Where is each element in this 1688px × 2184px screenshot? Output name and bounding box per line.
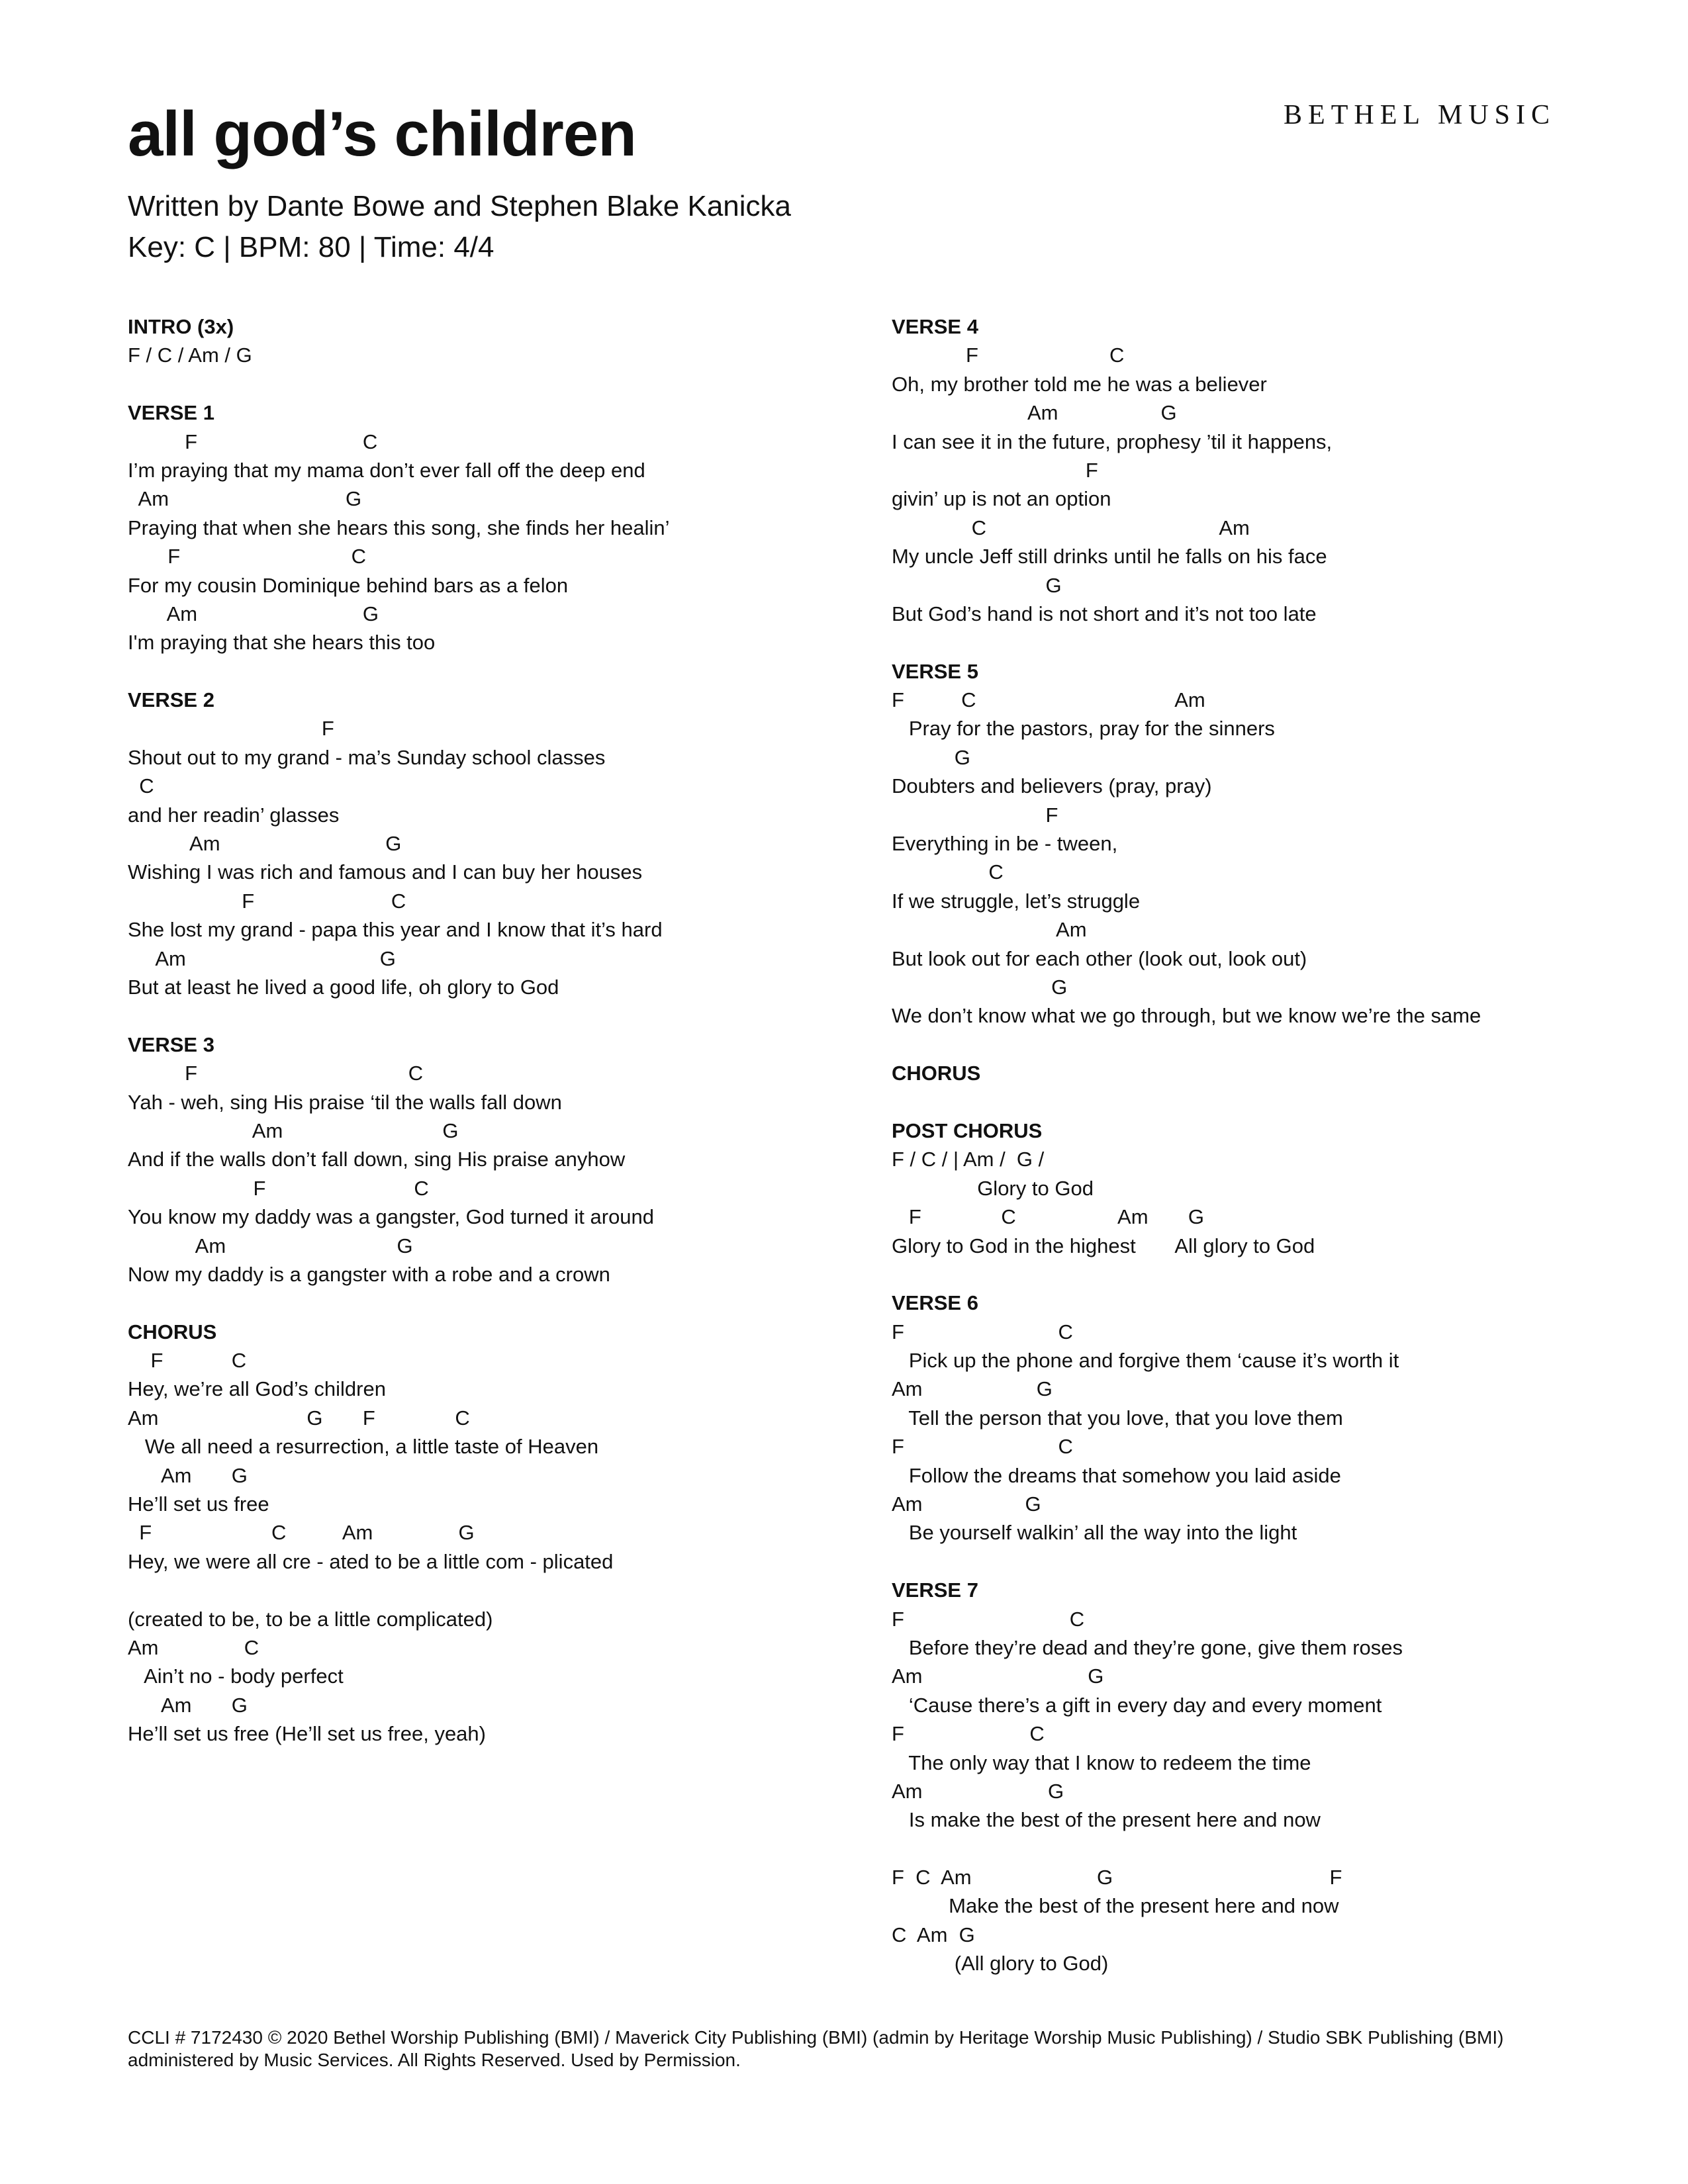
sheet-line: We don’t know what we go through, but we know we’re the same — [892, 1004, 1481, 1028]
sheet-line: C — [128, 774, 154, 798]
blank-line — [892, 1835, 1640, 1863]
sheet-line: Follow the dreams that somehow you laid aside — [892, 1463, 1341, 1487]
blank-line — [128, 657, 829, 686]
sheet-line: Am G — [892, 1664, 1104, 1688]
sheet-line: Am G — [892, 1779, 1064, 1803]
blank-line — [892, 1030, 1640, 1059]
sheet-line: Am G — [128, 1463, 248, 1487]
sheet-line: I’m praying that my mama don’t ever fall off the deep end — [128, 458, 645, 482]
right-lyrics-column — [892, 312, 1640, 1978]
sheet-line: If we struggle, let’s struggle — [892, 889, 1141, 913]
sheet-line: I can see it in the future, prophesy ’til it happens, — [892, 430, 1333, 453]
song-title: all god’s children — [128, 99, 636, 169]
section-heading: VERSE 2 — [128, 688, 214, 712]
sheet-line: Am C — [128, 1635, 259, 1659]
sheet-line: Am G — [892, 401, 1177, 425]
sheet-line: You know my daddy was a gangster, God turned it around — [128, 1205, 655, 1229]
sheet-line: Am G — [128, 487, 362, 511]
sheet-line: F C — [892, 343, 1125, 367]
section-heading: VERSE 4 — [892, 315, 978, 338]
sheet-line: She lost my grand - papa this year and I know that it’s hard — [128, 918, 663, 942]
sheet-line: F / C / | Am / G / — [892, 1148, 1045, 1171]
left-lyrics-column — [128, 312, 829, 1749]
sheet-line: C Am G — [892, 1923, 975, 1946]
sheet-line: F C — [128, 1062, 424, 1085]
sheet-line: Am G — [892, 1377, 1053, 1401]
sheet-line: Glory to God — [892, 1176, 1094, 1200]
sheet-line: Am G — [892, 1492, 1041, 1516]
sheet-line: Am G — [128, 832, 402, 856]
sheet-line: He’ll set us free (He’ll set us free, yeah) — [128, 1722, 486, 1746]
sheet-line: F C Am G — [892, 1205, 1204, 1229]
sheet-line: Now my daddy is a gangster with a robe and a crown — [128, 1262, 610, 1286]
section-heading: CHORUS — [892, 1062, 981, 1085]
sheet-line: Am G F C — [128, 1406, 470, 1430]
blank-line — [892, 628, 1640, 657]
section-heading: VERSE 3 — [128, 1032, 214, 1056]
sheet-line: (All glory to God) — [892, 1952, 1109, 1976]
sheet-line: F C — [128, 889, 406, 913]
section-heading: VERSE 7 — [892, 1578, 978, 1602]
publisher-logo: BETHEL MUSIC — [1284, 100, 1556, 130]
blank-line — [128, 1001, 829, 1030]
sheet-line: Am G — [128, 1693, 248, 1717]
copyright-line: CCLI # 7172430 © 2020 Bethel Worship Publishing (BMI) / Maverick City Publishing (BMI) (admin by Heritage Worship Music Publishing) / Studio SBK Publishing (BMI) — [128, 2027, 1504, 2048]
sheet-line: And if the walls don’t fall down, sing His praise anyhow — [128, 1148, 626, 1171]
sheet-line: F C — [892, 1320, 1073, 1343]
sheet-line: For my cousin Dominique behind bars as a felon — [128, 573, 569, 597]
sheet-line: G — [892, 975, 1068, 999]
sheet-line: Yah - weh, sing His praise ‘til the walls fall down — [128, 1090, 562, 1114]
songwriters-line: Written by Dante Bowe and Stephen Blake Kanicka — [128, 190, 792, 222]
sheet-line: F C — [128, 545, 366, 569]
sheet-line: The only way that I know to redeem the time — [892, 1751, 1311, 1774]
key-bpm-time-line: Key: C | BPM: 80 | Time: 4/4 — [128, 231, 494, 263]
sheet-line: and her readin’ glasses — [128, 803, 340, 827]
sheet-line: My uncle Jeff still drinks until he falls on his face — [892, 545, 1327, 569]
sheet-line: F C Am G — [128, 1521, 475, 1545]
sheet-line: Tell the person that you love, that you love them — [892, 1406, 1343, 1430]
sheet-line: F C — [128, 1349, 247, 1373]
sheet-line: F C — [892, 1722, 1045, 1746]
sheet-line: F C — [892, 1607, 1085, 1631]
sheet-line: F C — [892, 1435, 1073, 1459]
sheet-line: Doubters and believers (pray, pray) — [892, 774, 1212, 798]
sheet-line: Pick up the phone and forgive them ‘cause it’s worth it — [892, 1349, 1399, 1373]
section-heading: VERSE 5 — [892, 659, 978, 683]
blank-line — [892, 1547, 1640, 1576]
section-heading: VERSE 1 — [128, 401, 214, 425]
sheet-line: Make the best of the present here and now — [892, 1894, 1339, 1918]
sheet-line: F — [892, 803, 1058, 827]
copyright-footer — [128, 2026, 1584, 2071]
sheet-line: Before they’re dead and they’re gone, give them roses — [892, 1635, 1403, 1659]
sheet-line: We all need a resurrection, a little taste of Heaven — [128, 1435, 599, 1459]
sheet-line: C — [892, 860, 1004, 884]
copyright-line: administered by Music Services. All Rights Reserved. Used by Permission. — [128, 2050, 741, 2070]
section-heading: CHORUS — [128, 1320, 217, 1343]
section-heading: INTRO (3x) — [128, 315, 234, 338]
sheet-line: But look out for each other (look out, look out) — [892, 946, 1307, 970]
sheet-line: Be yourself walkin’ all the way into the light — [892, 1521, 1297, 1545]
sheet-line: Is make the best of the present here and now — [892, 1808, 1321, 1832]
sheet-line: Am G — [128, 602, 379, 625]
sheet-line: givin’ up is not an option — [892, 487, 1111, 511]
sheet-line: Praying that when she hears this song, she finds her healin’ — [128, 516, 670, 539]
sheet-line: Glory to God in the highest All glory to God — [892, 1234, 1315, 1257]
section-heading: VERSE 6 — [892, 1291, 978, 1315]
sheet-line: Everything in be - tween, — [892, 832, 1118, 856]
sheet-line: But at least he lived a good life, oh glory to God — [128, 975, 559, 999]
sheet-line: Pray for the pastors, pray for the sinners — [892, 717, 1275, 741]
sheet-line: Am G — [128, 1234, 413, 1257]
sheet-line: He’ll set us free — [128, 1492, 269, 1516]
sheet-line: G — [892, 745, 970, 769]
sheet-line: Wishing I was rich and famous and I can buy her houses — [128, 860, 643, 884]
sheet-line: Am G — [128, 946, 396, 970]
blank-line — [128, 1576, 829, 1604]
sheet-line: I'm praying that she hears this too — [128, 631, 436, 655]
sheet-line: Shout out to my grand - ma’s Sunday school classes — [128, 745, 606, 769]
blank-line — [128, 1289, 829, 1317]
blank-line — [128, 370, 829, 398]
sheet-line: F C Am — [892, 688, 1205, 712]
sheet-line: F C — [128, 1176, 429, 1200]
sheet-line: But God’s hand is not short and it’s not too late — [892, 602, 1317, 625]
sheet-line: C Am — [892, 516, 1250, 539]
sheet-line: Oh, my brother told me he was a believer — [892, 372, 1267, 396]
sheet-line: F — [892, 458, 1098, 482]
sheet-line: Hey, we were all cre - ated to be a little com - plicated — [128, 1549, 614, 1573]
sheet-line: ‘Cause there’s a gift in every day and every moment — [892, 1693, 1382, 1717]
sheet-line: F / C / Am / G — [128, 343, 252, 367]
sheet-line: F — [128, 717, 334, 741]
sheet-line: G — [892, 573, 1062, 597]
sheet-line: Am — [892, 918, 1087, 942]
sheet-line: (created to be, to be a little complicated) — [128, 1607, 493, 1631]
sheet-line: F C Am G F — [892, 1866, 1342, 1889]
sheet-line: Am G — [128, 1118, 459, 1142]
sheet-line: F C — [128, 430, 378, 453]
blank-line — [892, 1260, 1640, 1289]
blank-line — [892, 1088, 1640, 1116]
sheet-line: Ain’t no - body perfect — [128, 1664, 344, 1688]
section-heading: POST CHORUS — [892, 1118, 1043, 1142]
sheet-line: Hey, we’re all God’s children — [128, 1377, 386, 1401]
